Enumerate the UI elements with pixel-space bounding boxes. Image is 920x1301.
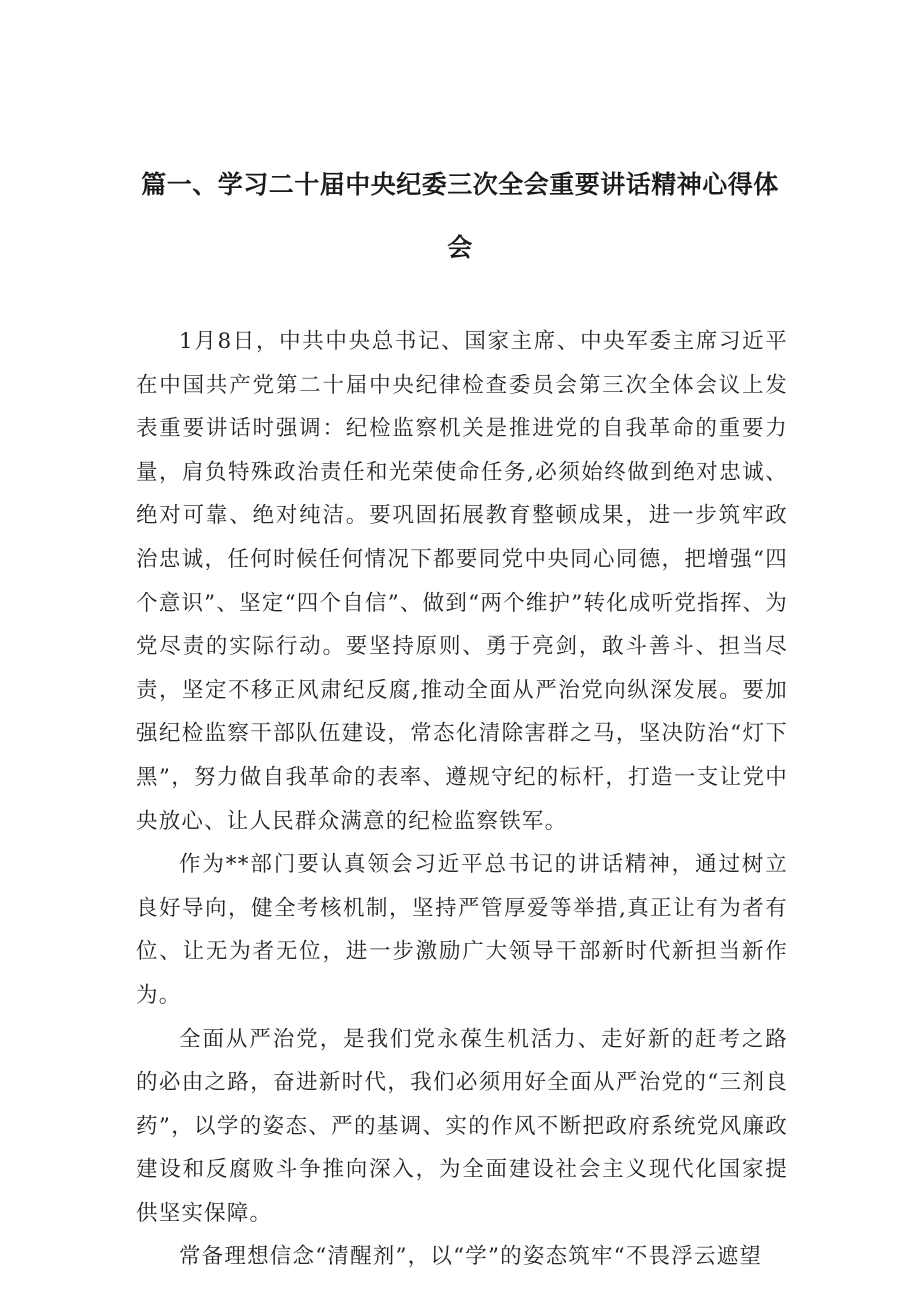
document-title-line-2: 会 bbox=[447, 233, 473, 262]
paragraph-3: 全面从严治党，是我们党永葆生机活力、走好新的赶考之路的必由之路，奋进新时代，我们必须用好全面从严治党的“三剂良药”，以学的姿态、严的基调、实的作风不断把政府系统党风廉政建设和反腐败斗争推向深入，为全面建设社会主义现代化国家提供坚实保障。 bbox=[136, 1026, 788, 1226]
paragraph-1: 1月8日，中共中央总书记、国家主席、中央军委主席习近平在中国共产党第二十届中央纪律检查委员会第三次全体会议上发表重要讲话时强调：纪检监察机关是推进党的自我革命的重要力量，肩负特殊政治责任和光荣使命任务,必须始终做到绝对忠诚、绝对可靠、绝对纯洁。要巩固拓展教育整顿成果，进一步筑牢政治忠诚，任何时候任何情况下都要同党中央同心同德，把增强“四个意识”、坚定“四个自信”、做到“两个维护”转化成听党指挥、为党尽责的实际行动。要坚持原则、勇于亮剑，敢斗善斗、担当尽责，坚定不移正风肃纪反腐,推动全面从严治党向纵深发展。要加强纪检监察干部队伍建设，常态化清除害群之马，坚决防治“灯下黑”，努力做自我革命的表率、遵规守纪的标杆，打造一支让党中央放心、让人民群众满意的纪检监察铁军。 bbox=[136, 329, 788, 834]
paragraph-2: 作为**部门要认真领会习近平总书记的讲话精神，通过树立良好导向，健全考核机制，坚持严管厚爱等举措,真正让有为者有位、让无为者无位，进一步激励广大领导干部新时代新担当新作为。 bbox=[136, 852, 788, 1008]
document-body bbox=[136, 320, 788, 1279]
paragraph-4: 常备理想信念“清醒剂”，以“学”的姿态筑牢“不畏浮云遮望 bbox=[179, 1244, 763, 1270]
document-title-line-1: 篇一、学习二十届中央纪委三次全会重要讲话精神心得体 bbox=[141, 170, 779, 199]
